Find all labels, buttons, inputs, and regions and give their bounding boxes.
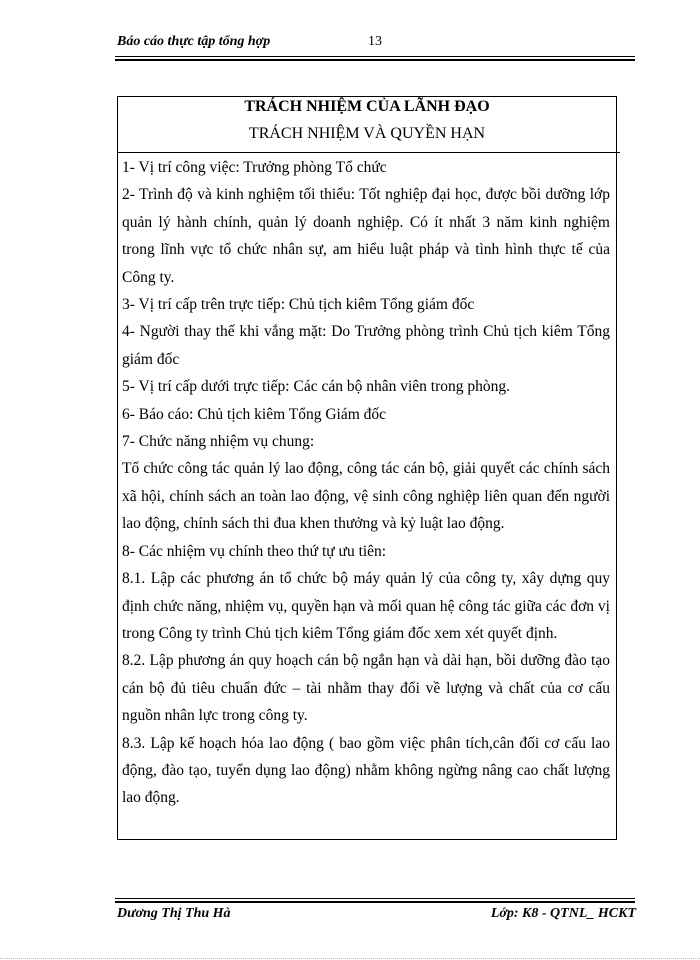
footer-rule-thick xyxy=(115,901,635,903)
footer-rule xyxy=(115,898,635,899)
header-rule-thick xyxy=(115,59,635,61)
paragraph-4: 4- Người thay thế khi vắng mặt: Do Trưởng phòng trình Chủ tịch kiêm Tổng giám đốc xyxy=(122,323,610,368)
paragraph-1: 1- Vị trí công việc: Trưởng phòng Tổ chức xyxy=(122,159,387,176)
paragraph-6: 6- Báo cáo: Chủ tịch kiêm Tổng Giám đốc xyxy=(122,405,387,423)
paragraph-8-2: 8.2. Lập phương án quy hoạch cán bộ ngắn hạn và dài hạn, bồi dưỡng đào tạo cán bộ đủ tiêu chuẩn đức – tài nhằm thay đổi về lượng và chất của cơ cấu nguồn nhân lực trong công ty. xyxy=(122,652,610,725)
paragraph-7-text: Tổ chức công tác quản lý lao động, công tác cán bộ, giải quyết các chính sách xã hội, chính sách an toàn lao động, vệ sinh công nghiệp liên quan đến người lao động, chính sách thi đua khen thưởng và kỷ luật lao động. xyxy=(122,460,610,533)
page-number: 13 xyxy=(368,34,382,49)
box-heading: TRÁCH NHIỆM CỦA LÃNH ĐẠO xyxy=(244,98,490,115)
heading-divider xyxy=(117,152,617,153)
paragraph-8: 8- Các nhiệm vụ chính theo thứ tự ưu tiên: xyxy=(122,542,387,560)
page-edge xyxy=(0,958,700,959)
paragraph-5: 5- Vị trí cấp dưới trực tiếp: Các cán bộ nhân viên trong phòng. xyxy=(122,378,511,396)
heading-divider-tick xyxy=(617,152,620,153)
paragraph-2: 2- Trình độ và kinh nghiệm tối thiểu: Tốt nghiệp đại học, được bồi dưỡng lớp quản lý hành chính, quản lý doanh nghiệp. Có ít nhất 3 năm kinh nghiệm trong lĩnh vực tổ chức nhân sự, am hiểu luật pháp và tình hình thực tế của Công ty. xyxy=(122,186,610,286)
footer-author: Dương Thị Thu Hà xyxy=(117,906,231,921)
box-subheading: TRÁCH NHIỆM VÀ QUYỀN HẠN xyxy=(248,125,486,142)
header-title: Báo cáo thực tập tổng hợp xyxy=(117,34,271,49)
header-rule xyxy=(115,56,635,57)
paragraph-7: 7- Chức năng nhiệm vụ chung: xyxy=(122,433,315,451)
paragraph-8-1: 8.1. Lập các phương án tổ chức bộ máy quản lý của công ty, xây dựng quy định chức năng, nhiệm vụ, quyền hạn và mối quan hệ công tác giữa các đơn vị trong Công ty trình Chủ tịch kiêm Tổng giám đốc xem xét quyết định. xyxy=(122,570,610,642)
box-body xyxy=(122,154,610,812)
paragraph-3: 3- Vị trí cấp trên trực tiếp: Chủ tịch kiêm Tổng giám đốc xyxy=(122,296,475,314)
footer-class: Lớp: K8 - QTNL_ HCKT xyxy=(490,906,636,921)
paragraph-8-3: 8.3. Lập kế hoạch hóa lao động ( bao gồm việc phân tích,cân đối cơ cấu lao động, đào tạo, tuyển dụng lao động) nhằm không ngừng nâng cao chất lượng lao động. xyxy=(122,734,610,807)
